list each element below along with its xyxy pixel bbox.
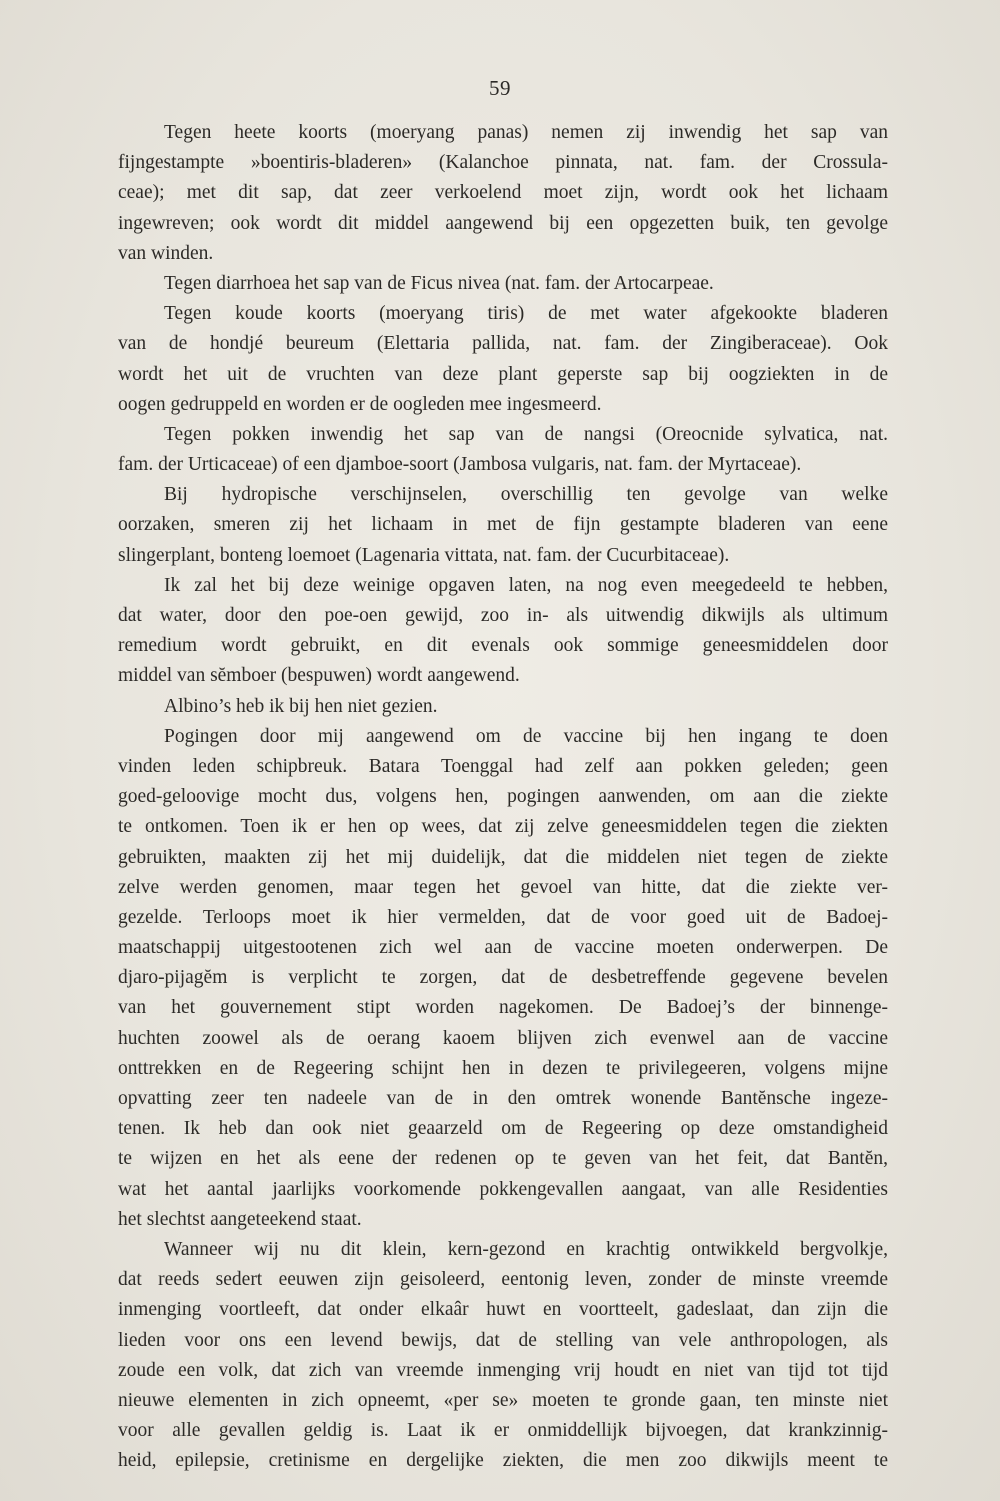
text-line: fijngestampte »boentiris-bladeren» (Kalanchoe pinnata, nat. fam. der Crossula- — [118, 152, 888, 174]
text-line: het slechtst aangeteekend staat. — [118, 1208, 362, 1230]
text-line: Tegen heete koorts (moeryang panas) nemen zij inwendig het sap van — [164, 122, 888, 143]
text-line: zelve werden genomen, maar tegen het gevoel van hitte, dat die ziekte ver- — [118, 876, 888, 898]
text-line: van de hondjé beureum (Elettaria pallida, nat. fam. der Zingiberaceae). Ook — [118, 333, 888, 355]
text-line: Pogingen door mij aangewend om de vaccine bij hen ingang te doen — [164, 725, 888, 747]
text-line: Albino’s heb ik bij hen niet gezien. — [164, 695, 438, 717]
text-line: Ik zal het bij deze weinige opgaven laten, na nog even meegedeeld te hebben, — [164, 574, 888, 596]
text-line: wordt het uit de vruchten van deze plant geperste sap bij oogziekten in de — [118, 363, 888, 385]
text-line: tenen. Ik heb dan ook niet geaarzeld om de Regeering op deze omstandigheid — [118, 1118, 888, 1140]
text-line: huchten zoowel als de oerang kaoem blijven zich evenwel aan de vaccine — [118, 1027, 888, 1049]
text-line: Tegen koude koorts (moeryang tiris) de met water afgekookte bladeren — [164, 303, 888, 325]
text-line: goed-geloovige mocht dus, volgens hen, pogingen aanwenden, om aan die ziekte — [118, 786, 888, 808]
text-line: middel van sĕmboer (bespuwen) wordt aangewend. — [118, 665, 520, 687]
text-line: van winden. — [118, 242, 214, 264]
text-line: te wijzen en het als eene der redenen op te geven van het feit, dat Bantĕn, — [118, 1148, 888, 1170]
text-line: van het gouvernement stipt worden nagekomen. De Badoej’s der binnenge- — [118, 997, 888, 1019]
text-line: voor alle gevallen geldig is. Laat ik er onmiddellijk bijvoegen, dat krankzinnig- — [118, 1420, 888, 1442]
text-line: maatschappij uitgestootenen zich wel aan de vaccine moeten onderwerpen. De — [118, 937, 888, 959]
text-line: lieden voor ons een levend bewijs, dat de stelling van vele anthropologen, als — [118, 1329, 888, 1351]
text-line: ingewreven; ook wordt dit middel aangewend bij een opgezetten buik, ten gevolge — [118, 212, 888, 234]
text-line: oogen gedruppeld en worden er de oogleden mee ingesmeerd. — [118, 393, 602, 415]
text-line: onttrekken en de Regeering schijnt hen in dezen te privilegeeren, volgens mijne — [118, 1057, 888, 1079]
text-line: te ontkomen. Toen ik er hen op wees, dat zij zelve geneesmiddelen tegen die ziekten — [118, 816, 888, 838]
text-line: slingerplant, bonteng loemoet (Lagenaria vittata, nat. fam. der Cucurbitaceae). — [118, 544, 730, 566]
text-line: gezelde. Terloops moet ik hier vermelden, dat de voor goed uit de Badoej- — [118, 906, 888, 928]
text-line: gebruikten, maakten zij het mij duidelijk, dat die middelen niet tegen de ziekte — [118, 846, 888, 868]
text-line: Tegen diarrhoea het sap van de Ficus nivea (nat. fam. der Artocarpeae. — [164, 272, 714, 294]
text-line: remedium wordt gebruikt, en dit evenals ook sommige geneesmiddelen door — [118, 635, 888, 657]
text-line: djaro-pijagĕm is verplicht te zorgen, dat de desbetreffende gegevene bevelen — [118, 967, 888, 989]
text-line: ceae); met dit sap, dat zeer verkoelend moet zijn, wordt ook het lichaam — [118, 182, 888, 204]
text-line: zoude een volk, dat zich van vreemde inmenging vrij houdt en niet van tijd tot tijd — [118, 1359, 888, 1381]
text-line: wat het aantal jaarlijks voorkomende pokkengevallen aangaat, van alle Residenties — [118, 1178, 888, 1200]
text-line: nieuwe elementen in zich opneemt, «per se» moeten te gronde gaan, ten minste niet — [118, 1389, 888, 1411]
text-line: Tegen pokken inwendig het sap van de nangsi (Oreocnide sylvatica, nat. — [164, 423, 888, 445]
text-line: opvatting zeer ten nadeele van de in den omtrek wonende Bantĕnsche ingeze- — [118, 1088, 888, 1109]
text-line: oorzaken, smeren zij het lichaam in met de fijn gestampte bladeren van eene — [118, 514, 888, 536]
text-line: fam. der Urticaceae) of een djamboe-soort (Jambosa vulgaris, nat. fam. der Myrtaceae). — [118, 454, 802, 476]
text-line: dat water, door den poe-oen gewijd, zoo in- als uitwendig dikwijls als ultimum — [118, 605, 888, 626]
body-text — [118, 118, 888, 1476]
text-line: Wanneer wij nu dit klein, kern-gezond en krachtig ontwikkeld bergvolkje, — [164, 1238, 888, 1260]
text-line: Bij hydropische verschijnselen, overschillig ten gevolge van welke — [164, 484, 888, 506]
text-line: heid, epilepsie, cretinisme en dergelijke ziekten, die men zoo dikwijls meent te — [118, 1450, 888, 1472]
text-line: dat reeds sedert eeuwen zijn geisoleerd, eentonig leven, zonder de minste vreemde — [118, 1269, 888, 1291]
text-line: inmenging voortleeft, dat onder elkaâr huwt en voortteelt, gadeslaat, dan zijn die — [118, 1299, 888, 1321]
page-number: 59 — [489, 76, 511, 100]
text-line: vinden leden schipbreuk. Batara Toenggal had zelf aan pokken geleden; geen — [118, 755, 888, 777]
